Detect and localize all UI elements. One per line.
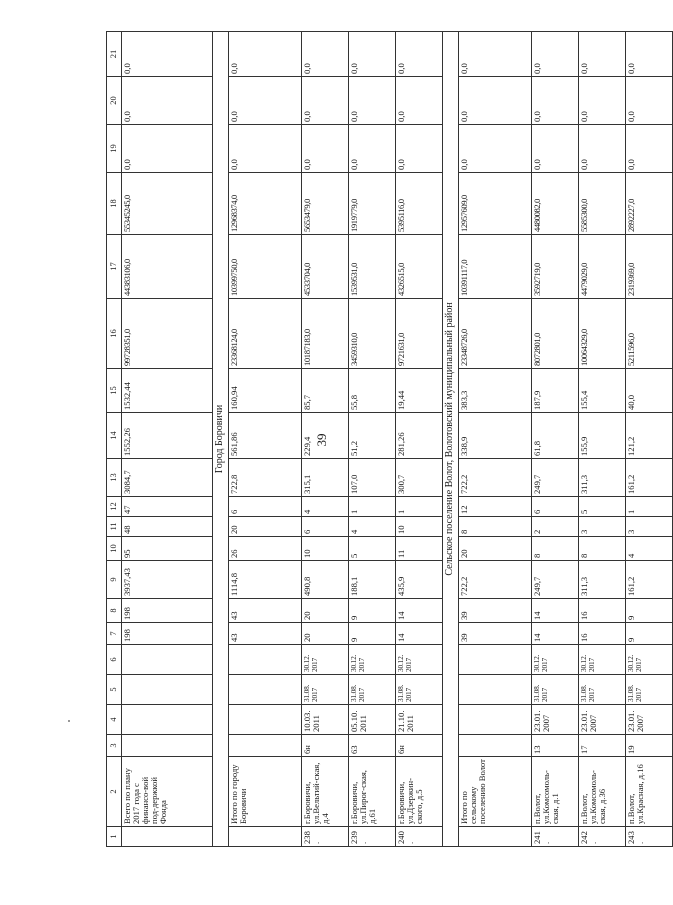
cell-c18: 5395116,0 <box>396 173 443 235</box>
cell-c3: 19 <box>626 735 673 757</box>
cell-c11: 8 <box>459 517 532 537</box>
cell-c14: 561,86 <box>229 413 302 459</box>
cell-c19: 0,0 <box>579 125 626 173</box>
cell-c8: 14 <box>396 599 443 623</box>
cell-c19: 0,0 <box>122 125 213 173</box>
cell-c13: 161,2 <box>626 459 673 497</box>
cell-c7: 43 <box>229 623 302 645</box>
cell-c11: 20 <box>229 517 302 537</box>
cell-c17: 4479029,0 <box>579 235 626 299</box>
cell-c10: 10 <box>302 537 349 561</box>
cell-c20: 0,0 <box>579 77 626 125</box>
cell-c17: 3592719,0 <box>532 235 579 299</box>
cell-c1: 243. <box>626 827 673 847</box>
cell-c15: 383,3 <box>459 369 532 413</box>
cell-c16: 10187183,0 <box>302 299 349 369</box>
cell-c15: 1532,44 <box>122 369 213 413</box>
cell-c10: 8 <box>532 537 579 561</box>
cell-c12: 47 <box>122 497 213 517</box>
cell-c20: 0,0 <box>459 77 532 125</box>
cell-c13: 3084,7 <box>122 459 213 497</box>
cell-c1: 242. <box>579 827 626 847</box>
section-title: Сельское поселение Волот, Волотовский муниципальный район <box>443 32 459 847</box>
cell-c17: 10399750,0 <box>229 235 302 299</box>
cell-c14: 281,26 <box>396 413 443 459</box>
cell-c9: 311,3 <box>579 561 626 599</box>
cell-c11: 3 <box>626 517 673 537</box>
page-number: 39 <box>314 433 329 447</box>
subtotal-row <box>229 32 302 847</box>
cell-c11: 6 <box>302 517 349 537</box>
cell-c6: 30.12. 2017 <box>626 645 673 675</box>
cell-c21: 0,0 <box>396 32 443 77</box>
cell-c19: 0,0 <box>459 125 532 173</box>
cell-c17: 44383106,0 <box>122 235 213 299</box>
section-heading-borovichi <box>213 32 229 847</box>
cell-c9: 490,8 <box>302 561 349 599</box>
cell-c5 <box>122 675 213 705</box>
table-row <box>349 32 396 847</box>
cell-c9: 161,2 <box>626 561 673 599</box>
cell-c10: 95 <box>122 537 213 561</box>
cell-c8: 198 <box>122 599 213 623</box>
cell-c19: 0,0 <box>302 125 349 173</box>
cell-c2: г.Боровичи, ул.Вельтий-ская, д.4 <box>302 757 349 827</box>
cell-c6 <box>459 645 532 675</box>
cell-c18: 2892227,0 <box>626 173 673 235</box>
cell-c2: п.Волот, ул.Красная, д.16 <box>626 757 673 827</box>
cell-c14: 155,9 <box>579 413 626 459</box>
column-number: 11 <box>107 517 122 537</box>
cell-c7: 9 <box>626 623 673 645</box>
cell-c17: 4533704,0 <box>302 235 349 299</box>
cell-c20: 0,0 <box>302 77 349 125</box>
column-number-row <box>107 32 122 847</box>
cell-c17: 4326515,0 <box>396 235 443 299</box>
cell-c16: 23368124,0 <box>229 299 302 369</box>
column-number: 1 <box>107 827 122 847</box>
cell-c19: 0,0 <box>626 125 673 173</box>
cell-c2: г.Боровичи, ул.Пирог-ская, д.61 <box>349 757 396 827</box>
cell-c10: 4 <box>626 537 673 561</box>
cell-c20: 0,0 <box>532 77 579 125</box>
cell-c21: 0,0 <box>229 32 302 77</box>
cell-c12: 4 <box>302 497 349 517</box>
cell-c19: 0,0 <box>349 125 396 173</box>
cell-c15: 187,9 <box>532 369 579 413</box>
cell-c8: 16 <box>579 599 626 623</box>
cell-c8: 9 <box>349 599 396 623</box>
cell-c10: 11 <box>396 537 443 561</box>
cell-c13: 722,8 <box>229 459 302 497</box>
cell-c4: 05.10. 2011 <box>349 705 396 735</box>
cell-c7: 198 <box>122 623 213 645</box>
cell-c6: 30.12. 2017 <box>302 645 349 675</box>
cell-c8: 9 <box>626 599 673 623</box>
cell-c2: п.Волот, ул.Комсомоль-ская, д.36 <box>579 757 626 827</box>
cell-c4: 21.10. 2011 <box>396 705 443 735</box>
cell-c15: 155,4 <box>579 369 626 413</box>
cell-c5 <box>459 675 532 705</box>
cell-c4: 23.01. 2007 <box>532 705 579 735</box>
cell-c15: 160,94 <box>229 369 302 413</box>
cell-c15: 85,7 <box>302 369 349 413</box>
table-row <box>626 32 673 847</box>
cell-c18: 5653479,0 <box>302 173 349 235</box>
column-number: 14 <box>107 413 122 459</box>
cell-c4 <box>122 705 213 735</box>
cell-c5 <box>229 675 302 705</box>
cell-c16: 9721631,0 <box>396 299 443 369</box>
cell-c13: 315,1 <box>302 459 349 497</box>
cell-c7: 9 <box>349 623 396 645</box>
cell-c1: 240. <box>396 827 443 847</box>
column-number: 18 <box>107 173 122 235</box>
cell-c4: 10.03. 2011 <box>302 705 349 735</box>
column-number: 12 <box>107 497 122 517</box>
cell-c12: 6 <box>532 497 579 517</box>
cell-c21: 0,0 <box>626 32 673 77</box>
table-body <box>107 32 673 847</box>
cell-c21: 0,0 <box>459 32 532 77</box>
cell-c1 <box>122 827 213 847</box>
cell-c7: 20 <box>302 623 349 645</box>
column-number: 5 <box>107 675 122 705</box>
cell-c2: Всего по плану 2017 года с финансо-вой под-держкой Фонда <box>122 757 213 827</box>
cell-c8: 20 <box>302 599 349 623</box>
cell-c14: 61,8 <box>532 413 579 459</box>
cell-c19: 0,0 <box>229 125 302 173</box>
cell-c8: 39 <box>459 599 532 623</box>
column-number: 7 <box>107 623 122 645</box>
cell-c9: 249,7 <box>532 561 579 599</box>
cell-c9: 3937,43 <box>122 561 213 599</box>
column-number: 19 <box>107 125 122 173</box>
column-number: 16 <box>107 299 122 369</box>
cell-c10: 5 <box>349 537 396 561</box>
table-row <box>579 32 626 847</box>
subtotal-row <box>459 32 532 847</box>
cell-c20: 0,0 <box>229 77 302 125</box>
cell-c3 <box>229 735 302 757</box>
cell-c19: 0,0 <box>396 125 443 173</box>
cell-c12: 6 <box>229 497 302 517</box>
column-number: 17 <box>107 235 122 299</box>
cell-c12: 5 <box>579 497 626 517</box>
cell-c6: 30.12. 2017 <box>532 645 579 675</box>
cell-c8: 14 <box>532 599 579 623</box>
cell-c7: 39 <box>459 623 532 645</box>
cell-c18: 1919779,0 <box>349 173 396 235</box>
column-number: 10 <box>107 537 122 561</box>
section-title: Город Боровичи <box>213 32 229 847</box>
cell-c4: 23.01. 2007 <box>626 705 673 735</box>
cell-c6 <box>229 645 302 675</box>
cell-c10: 26 <box>229 537 302 561</box>
cell-c11: 10 <box>396 517 443 537</box>
scan-speck <box>68 720 70 722</box>
cell-c1: 239. <box>349 827 396 847</box>
cell-c15: 40,0 <box>626 369 673 413</box>
cell-c7: 14 <box>532 623 579 645</box>
cell-c21: 0,0 <box>349 32 396 77</box>
cell-c21: 0,0 <box>579 32 626 77</box>
cell-c5: 31.08. 2017 <box>396 675 443 705</box>
cell-c3 <box>122 735 213 757</box>
cell-c2: Итого по городу Боровичи <box>229 757 302 827</box>
cell-c16: 99728351,0 <box>122 299 213 369</box>
cell-c13: 300,7 <box>396 459 443 497</box>
cell-c16: 8072801,0 <box>532 299 579 369</box>
cell-c2: п.Волот, ул.Комсомоль-ская, д.1 <box>532 757 579 827</box>
cell-c15: 19,44 <box>396 369 443 413</box>
rotated-table-container <box>106 32 646 847</box>
cell-c11: 2 <box>532 517 579 537</box>
cell-c20: 0,0 <box>626 77 673 125</box>
cell-c1: 238. <box>302 827 349 847</box>
housing-program-table <box>106 31 673 847</box>
cell-c7: 16 <box>579 623 626 645</box>
cell-c18: 5585300,0 <box>579 173 626 235</box>
cell-c9: 435,9 <box>396 561 443 599</box>
cell-c16: 10064329,0 <box>579 299 626 369</box>
cell-c3: 13 <box>532 735 579 757</box>
cell-c11: 48 <box>122 517 213 537</box>
cell-c16: 23348726,0 <box>459 299 532 369</box>
cell-c2: Итого по сельскому поселению Волот <box>459 757 532 827</box>
cell-c3: 6н <box>396 735 443 757</box>
cell-c15: 55,8 <box>349 369 396 413</box>
cell-c4: 23.01. 2007 <box>579 705 626 735</box>
cell-c1: 241. <box>532 827 579 847</box>
cell-c7: 14 <box>396 623 443 645</box>
cell-c18: 55345245,0 <box>122 173 213 235</box>
column-number: 9 <box>107 561 122 599</box>
cell-c11: 3 <box>579 517 626 537</box>
cell-c5: 31.08. 2017 <box>302 675 349 705</box>
table-row <box>532 32 579 847</box>
cell-c13: 722,2 <box>459 459 532 497</box>
cell-c12: 1 <box>396 497 443 517</box>
cell-c5: 31.08. 2017 <box>532 675 579 705</box>
cell-c14: 1552,26 <box>122 413 213 459</box>
cell-c6: 30.12. 2017 <box>349 645 396 675</box>
cell-c13: 311,3 <box>579 459 626 497</box>
cell-c1 <box>459 827 532 847</box>
cell-c14: 229,4 <box>302 413 349 459</box>
cell-c6 <box>122 645 213 675</box>
cell-c17: 10391117,0 <box>459 235 532 299</box>
cell-c16: 3459310,0 <box>349 299 396 369</box>
cell-c5: 31.08. 2017 <box>626 675 673 705</box>
column-number: 13 <box>107 459 122 497</box>
cell-c18: 12968374,0 <box>229 173 302 235</box>
cell-c6: 30.12. 2017 <box>396 645 443 675</box>
cell-c20: 0,0 <box>122 77 213 125</box>
cell-c12: 1 <box>349 497 396 517</box>
column-number: 2 <box>107 757 122 827</box>
cell-c21: 0,0 <box>532 32 579 77</box>
cell-c17: 2319369,0 <box>626 235 673 299</box>
cell-c3: 6н <box>302 735 349 757</box>
cell-c20: 0,0 <box>349 77 396 125</box>
cell-c10: 20 <box>459 537 532 561</box>
cell-c14: 121,2 <box>626 413 673 459</box>
column-number: 15 <box>107 369 122 413</box>
column-number: 20 <box>107 77 122 125</box>
column-number: 6 <box>107 645 122 675</box>
cell-c19: 0,0 <box>532 125 579 173</box>
cell-c11: 4 <box>349 517 396 537</box>
cell-c9: 1114,8 <box>229 561 302 599</box>
cell-c6: 30.12. 2017 <box>579 645 626 675</box>
cell-c21: 0,0 <box>122 32 213 77</box>
cell-c3: 63 <box>349 735 396 757</box>
table-row <box>396 32 443 847</box>
table-row <box>302 32 349 847</box>
cell-c4 <box>459 705 532 735</box>
cell-c9: 722,2 <box>459 561 532 599</box>
cell-c13: 249,7 <box>532 459 579 497</box>
cell-c17: 1539531,0 <box>349 235 396 299</box>
column-number: 8 <box>107 599 122 623</box>
cell-c14: 51,2 <box>349 413 396 459</box>
cell-c13: 107,0 <box>349 459 396 497</box>
cell-c18: 12957609,0 <box>459 173 532 235</box>
cell-c5: 31.08. 2017 <box>579 675 626 705</box>
cell-c3 <box>459 735 532 757</box>
cell-c5: 31.08. 2017 <box>349 675 396 705</box>
cell-c21: 0,0 <box>302 32 349 77</box>
cell-c20: 0,0 <box>396 77 443 125</box>
cell-c3: 17 <box>579 735 626 757</box>
cell-c12: 1 <box>626 497 673 517</box>
cell-c18: 4480082,0 <box>532 173 579 235</box>
cell-c10: 8 <box>579 537 626 561</box>
column-number: 3 <box>107 735 122 757</box>
cell-c12: 12 <box>459 497 532 517</box>
cell-c9: 188,1 <box>349 561 396 599</box>
section-heading-volot <box>443 32 459 847</box>
cell-c16: 5211596,0 <box>626 299 673 369</box>
cell-c14: 338,9 <box>459 413 532 459</box>
cell-c2: г.Боровичи, ул.Дзержин-ского, д.5 <box>396 757 443 827</box>
column-number: 21 <box>107 32 122 77</box>
total-row <box>122 32 213 847</box>
cell-c1 <box>229 827 302 847</box>
cell-c4 <box>229 705 302 735</box>
column-number: 4 <box>107 705 122 735</box>
cell-c8: 43 <box>229 599 302 623</box>
